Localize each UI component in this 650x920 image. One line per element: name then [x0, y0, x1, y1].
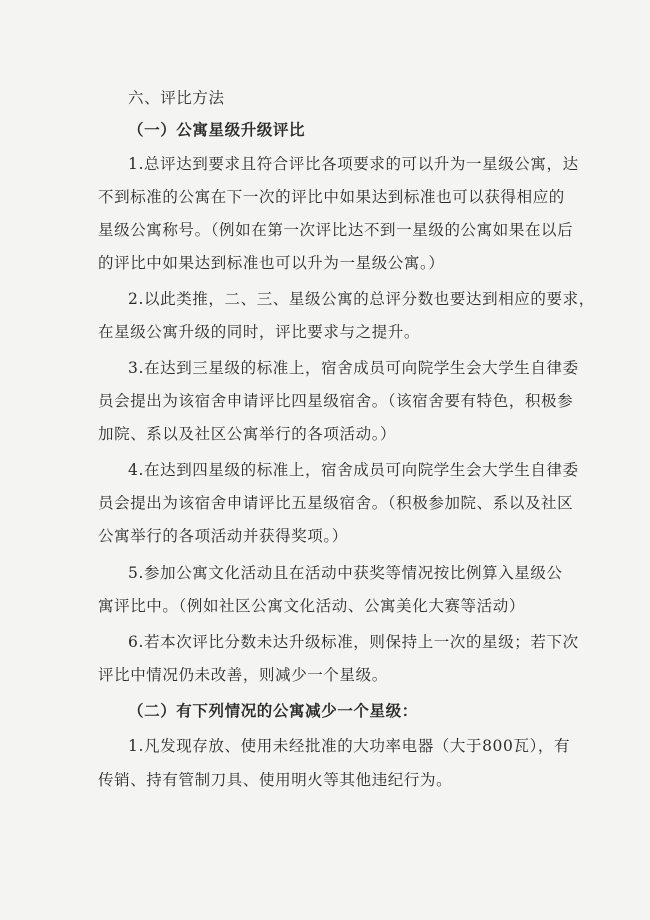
paragraph-2-line-1: 2.以此类推，二、三、星级公寓的总评分数也要达到相应的要求， — [128, 290, 595, 308]
paragraph-1-line-2: 不到标准的公寓在下一次的评比中如果达到标准也可以获得相应的 — [98, 188, 565, 206]
paragraph-5-line-1: 5.参加公寓文化活动且在活动中获奖等情况按比例算入星级公 — [128, 564, 563, 582]
paragraph-4-line-3: 公寓举行的各项活动并获得奖项。） — [98, 527, 348, 545]
paragraph-4-line-1: 4.在达到四星级的标准上，宿舍成员可向院学生会大学生自律委 — [128, 461, 579, 479]
subsection-heading-1: （一）公寓星级升级评比 — [128, 121, 306, 139]
paragraph-1-line-3: 星级公寓称号。（例如在第一次评比达不到一星级的公寓如果在以后 — [98, 221, 574, 239]
subsection-heading-2: （二）有下列情况的公寓减少一个星级： — [128, 702, 418, 720]
paragraph-3-line-3: 加院、系以及社区公寓举行的各项活动。） — [98, 425, 397, 443]
paragraph-5-line-2: 寓评比中。（例如社区公寓文化活动、公寓美化大赛等活动） — [98, 597, 525, 615]
paragraph-3-line-1: 3.在达到三星级的标准上，宿舍成员可向院学生会大学生自律委 — [128, 359, 579, 377]
item-1-line-2: 传销、持有管制刀具、使用明火等其他违纪行为。 — [98, 771, 453, 789]
paragraph-4-line-2: 员会提出为该宿舍申请评比五星级宿舍。（积极参加院、系以及社区 — [98, 494, 574, 512]
paragraph-3-line-2: 员会提出为该宿舍申请评比四星级宿舍。（该宿舍要有特色，积极参 — [98, 392, 574, 410]
paragraph-6-line-1: 6.若本次评比分数未达升级标准，则保持上一次的星级；若下次 — [128, 633, 579, 651]
paragraph-2-line-2: 在星级公寓升级的同时，评比要求与之提升。 — [98, 323, 421, 341]
section-heading: 六、评比方法 — [128, 89, 225, 107]
paragraph-1-line-1: 1.总评达到要求且符合评比各项要求的可以升为一星级公寓，达 — [128, 155, 579, 173]
item-1-line-1: 1.凡发现存放、使用未经批准的大功率电器（大于800瓦），有 — [128, 737, 571, 755]
paragraph-6-line-2: 评比中情况仍未改善，则减少一个星级。 — [98, 666, 388, 684]
paragraph-1-line-4: 的评比中如果达到标准也可以升为一星级公寓。） — [98, 254, 445, 272]
